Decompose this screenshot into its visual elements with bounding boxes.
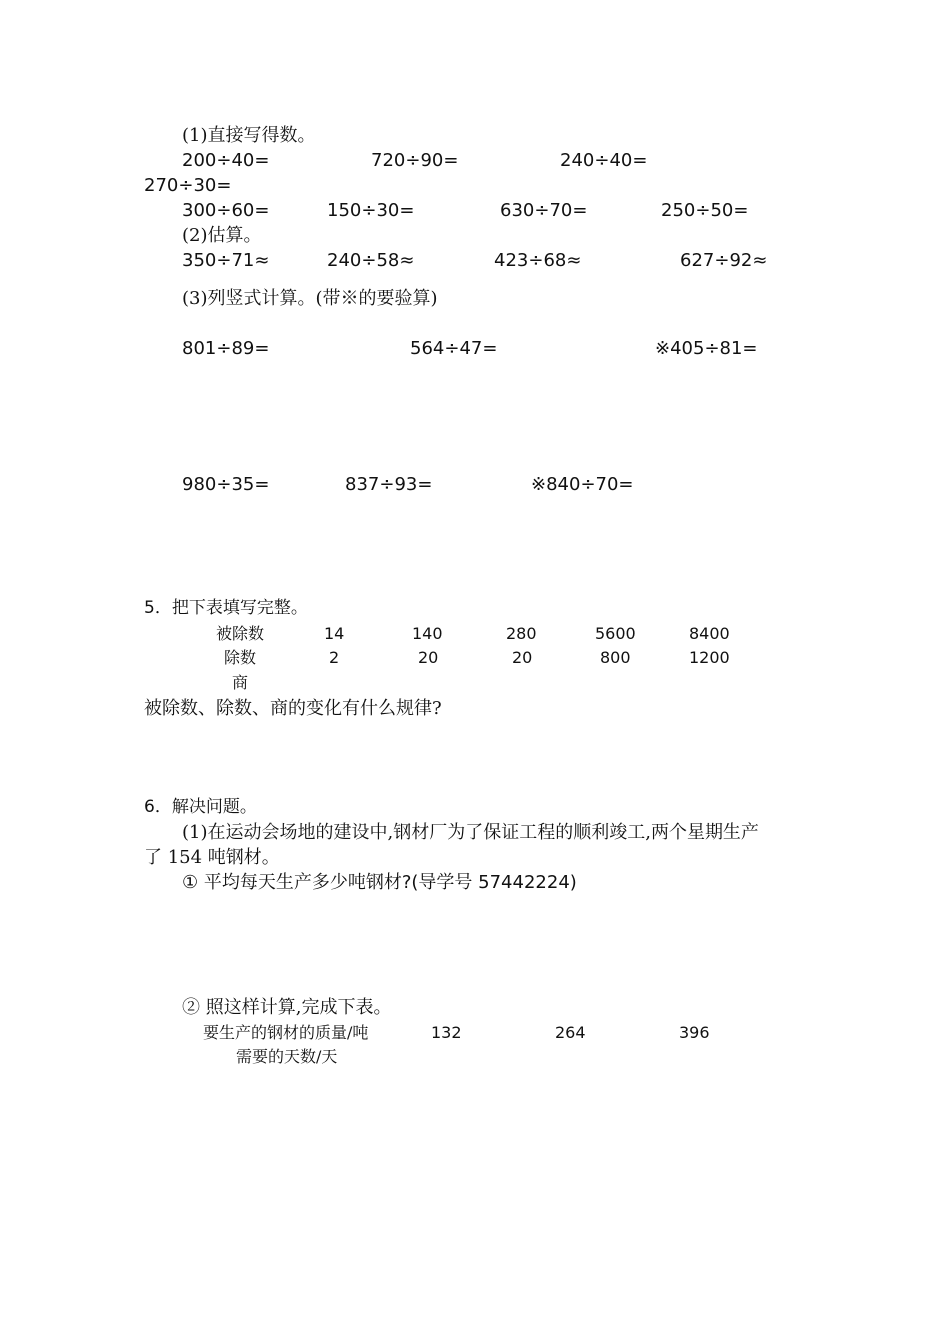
vertical-calc-expression: ※840÷70= xyxy=(531,474,634,495)
problem-text: 了 154 吨钢材。 xyxy=(144,847,280,868)
expression: 150÷30= xyxy=(327,200,415,221)
table-cell: 1200 xyxy=(689,648,730,667)
section5-heading: 5．把下表填写完整。 xyxy=(144,598,308,618)
table-cell: 5600 xyxy=(595,624,636,643)
table-cell: 396 xyxy=(679,1023,710,1042)
table-cell: 132 xyxy=(431,1023,462,1042)
vertical-calc-expression: ※405÷81= xyxy=(655,338,758,359)
part2-heading: (2)估算。 xyxy=(182,225,262,246)
section6-heading: 6．解决问题。 xyxy=(144,797,257,817)
expression: 250÷50= xyxy=(661,200,749,221)
expression: 240÷40= xyxy=(560,150,648,171)
sub-question-1: ① 平均每天生产多少吨钢材?(导学号 57442224) xyxy=(182,872,577,893)
expression: 720÷90= xyxy=(371,150,459,171)
table-cell: 140 xyxy=(412,624,443,643)
estimate-expression: 423÷68≈ xyxy=(494,250,582,271)
table-row-label: 被除数 xyxy=(216,624,265,643)
vertical-calc-expression: 980÷35= xyxy=(182,474,270,495)
expression: 270÷30= xyxy=(144,175,232,196)
part3-heading: (3)列竖式计算。(带※的要验算) xyxy=(182,288,438,309)
estimate-expression: 627÷92≈ xyxy=(680,250,768,271)
table-cell: 800 xyxy=(600,648,631,667)
part1-heading: (1)直接写得数。 xyxy=(182,125,316,146)
sub-question-2: ② 照这样计算,完成下表。 xyxy=(182,997,392,1018)
table-cell: 280 xyxy=(506,624,537,643)
table-cell: 20 xyxy=(512,648,533,667)
section5-question: 被除数、除数、商的变化有什么规律? xyxy=(144,698,442,719)
table-row-label: 要生产的钢材的质量/吨 xyxy=(203,1023,369,1042)
estimate-expression: 240÷58≈ xyxy=(327,250,415,271)
vertical-calc-expression: 837÷93= xyxy=(345,474,433,495)
table-cell: 264 xyxy=(555,1023,586,1042)
estimate-expression: 350÷71≈ xyxy=(182,250,270,271)
expression: 200÷40= xyxy=(182,150,270,171)
vertical-calc-expression: 801÷89= xyxy=(182,338,270,359)
table-row-label: 除数 xyxy=(224,648,257,667)
table-cell: 14 xyxy=(324,624,345,643)
table-cell: 8400 xyxy=(689,624,730,643)
expression: 630÷70= xyxy=(500,200,588,221)
expression: 300÷60= xyxy=(182,200,270,221)
table-row-label: 商 xyxy=(232,673,249,692)
table-row-label: 需要的天数/天 xyxy=(236,1047,338,1066)
problem-text: (1)在运动会场地的建设中,钢材厂为了保证工程的顺利竣工,两个星期生产 xyxy=(182,822,759,843)
vertical-calc-expression: 564÷47= xyxy=(410,338,498,359)
table-cell: 20 xyxy=(418,648,439,667)
table-cell: 2 xyxy=(329,648,340,667)
